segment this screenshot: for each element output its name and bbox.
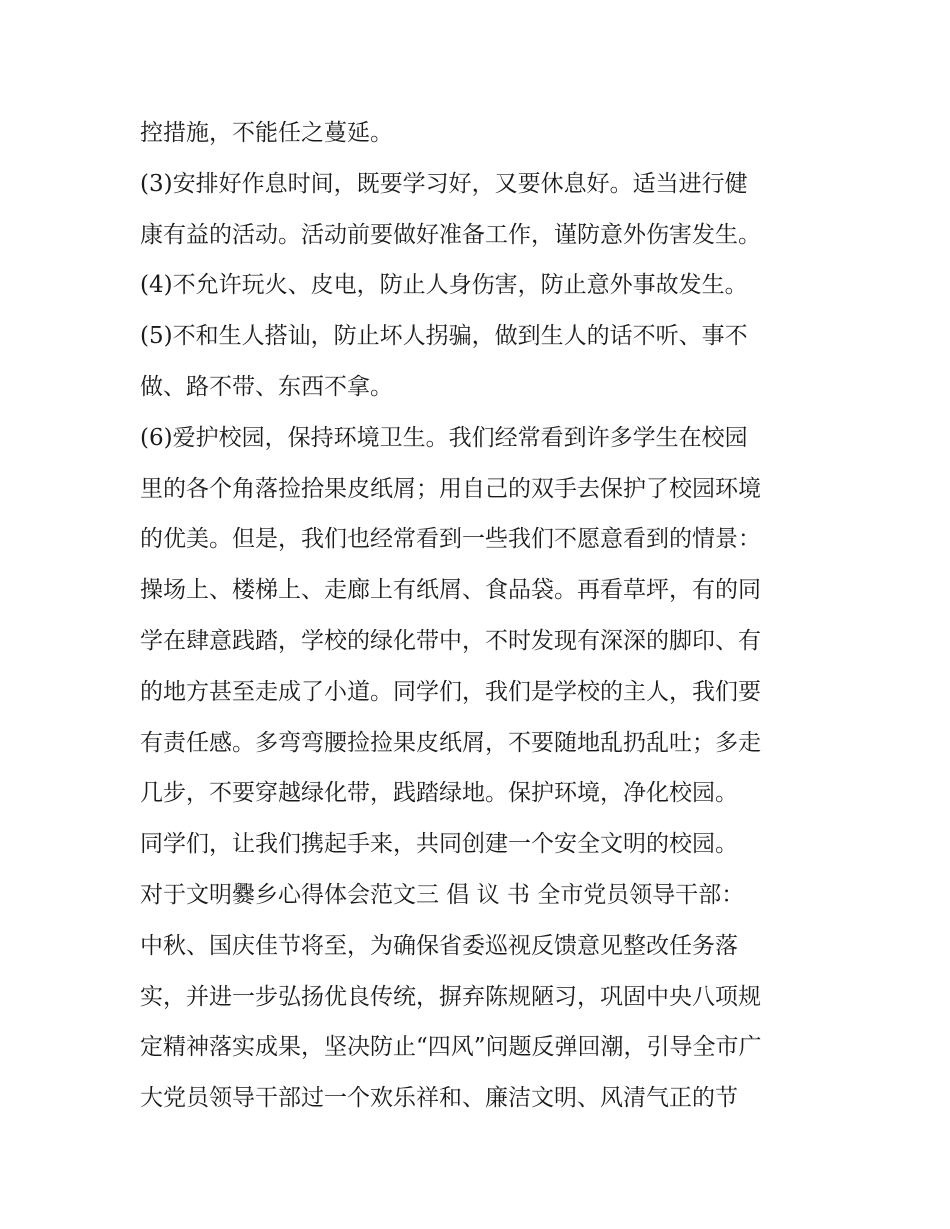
- text-line-16: 对于文明爨乡心得体会范文三 倡 议 书 全市党员领导干部：: [140, 881, 745, 908]
- text-line-13: 有责任感。多弯弯腰捡捡果皮纸屑，不要随地乱扔乱吐；多走: [140, 729, 761, 756]
- text-line-1: 控措施，不能任之蔓延。: [140, 120, 393, 146]
- document-body: [140, 108, 820, 1124]
- text-line-4: (4)不允许玩火、皮电，防止人身伤害，防止意外事故发生。: [140, 272, 748, 299]
- text-line-8: 里的各个角落捡拾果皮纸屑；用自己的双手去保护了校园环境: [140, 475, 761, 502]
- text-line-5: (5)不和生人搭讪，防止坏人拐骗，做到生人的话不听、事不: [140, 323, 748, 350]
- text-line-3: 康有益的活动。活动前要做好准备工作，谨防意外伤害发生。: [140, 221, 761, 248]
- text-line-17: 中秋、国庆佳节将至，为确保省委巡视反馈意见整改任务落: [140, 932, 738, 959]
- text-line-20: 大党员领导干部过一个欢乐祥和、廉洁文明、风清气正的节: [140, 1085, 738, 1112]
- text-line-14: 几步，不要穿越绿化带，践踏绿地。保护环境，净化校园。: [140, 780, 738, 807]
- text-line-18: 实，并进一步弘扬优良传统，摒弃陈规陋习，巩固中央八项规: [140, 983, 761, 1010]
- text-line-7: (6)爱护校园，保持环境卫生。我们经常看到许多学生在校园: [140, 424, 748, 451]
- text-line-19: 定精神落实成果，坚决防止“四风”问题反弹回潮，引导全市广: [140, 1034, 762, 1061]
- text-line-15: 同学们，让我们携起手来，共同创建一个安全文明的校园。: [140, 831, 738, 858]
- text-line-2: (3)安排好作息时间，既要学习好，又要休息好。适当进行健: [140, 170, 748, 197]
- text-line-9: 的优美。但是，我们也经常看到一些我们不愿意看到的情景：: [140, 526, 761, 553]
- text-line-6: 做、路不带、东西不拿。: [140, 373, 393, 400]
- text-line-12: 的地方甚至走成了小道。同学们，我们是学校的主人，我们要: [140, 678, 761, 705]
- text-line-11: 学在肆意践踏，学校的绿化带中，不时发现有深深的脚印、有: [140, 627, 761, 654]
- text-line-10: 操场上、楼梯上、走廊上有纸屑、食品袋。再看草坪，有的同: [140, 577, 761, 604]
